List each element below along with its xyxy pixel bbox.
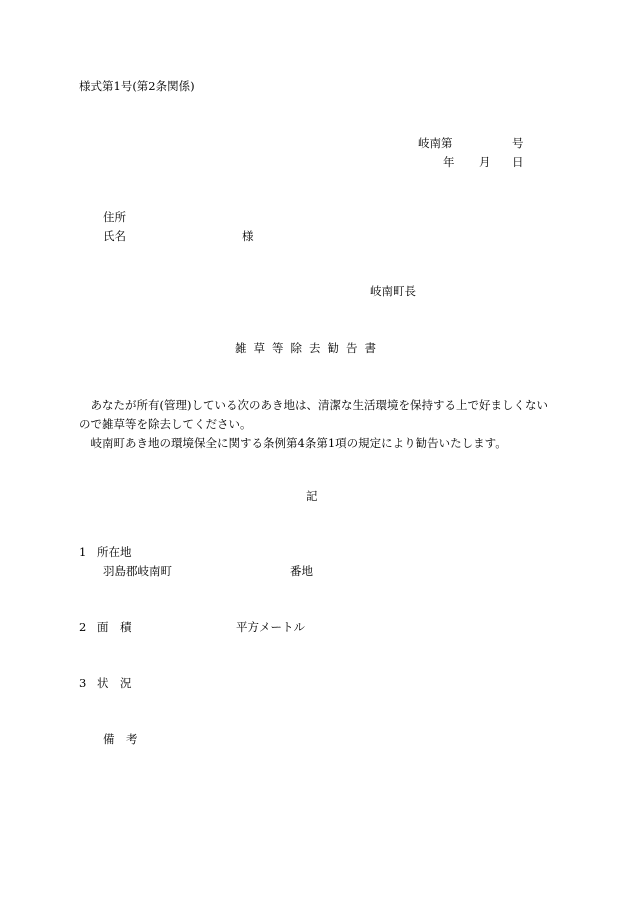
ki-heading: 記 <box>306 489 318 503</box>
item-location-label: 所在地 <box>97 545 132 559</box>
item-area-label: 面 積 <box>97 620 132 634</box>
doc-number-prefix: 岐南第 <box>418 136 453 150</box>
date-day: 日 <box>512 155 524 169</box>
address-label: 住所 <box>103 210 126 224</box>
date-month: 月 <box>479 155 491 169</box>
sender: 岐南町長 <box>370 284 416 298</box>
honorific: 様 <box>242 229 254 243</box>
document-title: 雑草等除去勧告書 <box>235 341 383 355</box>
item-area-number: 2 <box>79 620 87 634</box>
body-paragraph-1: あなたが所有(管理)している次のあき地は、清潔な生活環境を保持する上で好ましくないので雑草等を除去してください。 <box>79 398 548 431</box>
item-location-lot-suffix: 番地 <box>290 564 313 578</box>
item-remarks-label: 備 考 <box>103 732 138 746</box>
item-location-number: 1 <box>79 545 87 559</box>
body-paragraph-2: 岐南町あき地の環境保全に関する条例第4条第1項の規定により勧告いたします。 <box>90 436 507 450</box>
name-label: 氏名 <box>103 229 126 243</box>
item-status-label: 状 況 <box>97 676 132 690</box>
item-location-district: 羽島郡岐南町 <box>103 564 172 578</box>
doc-number-suffix: 号 <box>512 136 524 150</box>
date-year: 年 <box>443 155 455 169</box>
item-area-unit: 平方メートル <box>236 620 305 634</box>
item-status-number: 3 <box>79 676 87 690</box>
form-label: 様式第1号(第2条関係) <box>79 79 195 93</box>
